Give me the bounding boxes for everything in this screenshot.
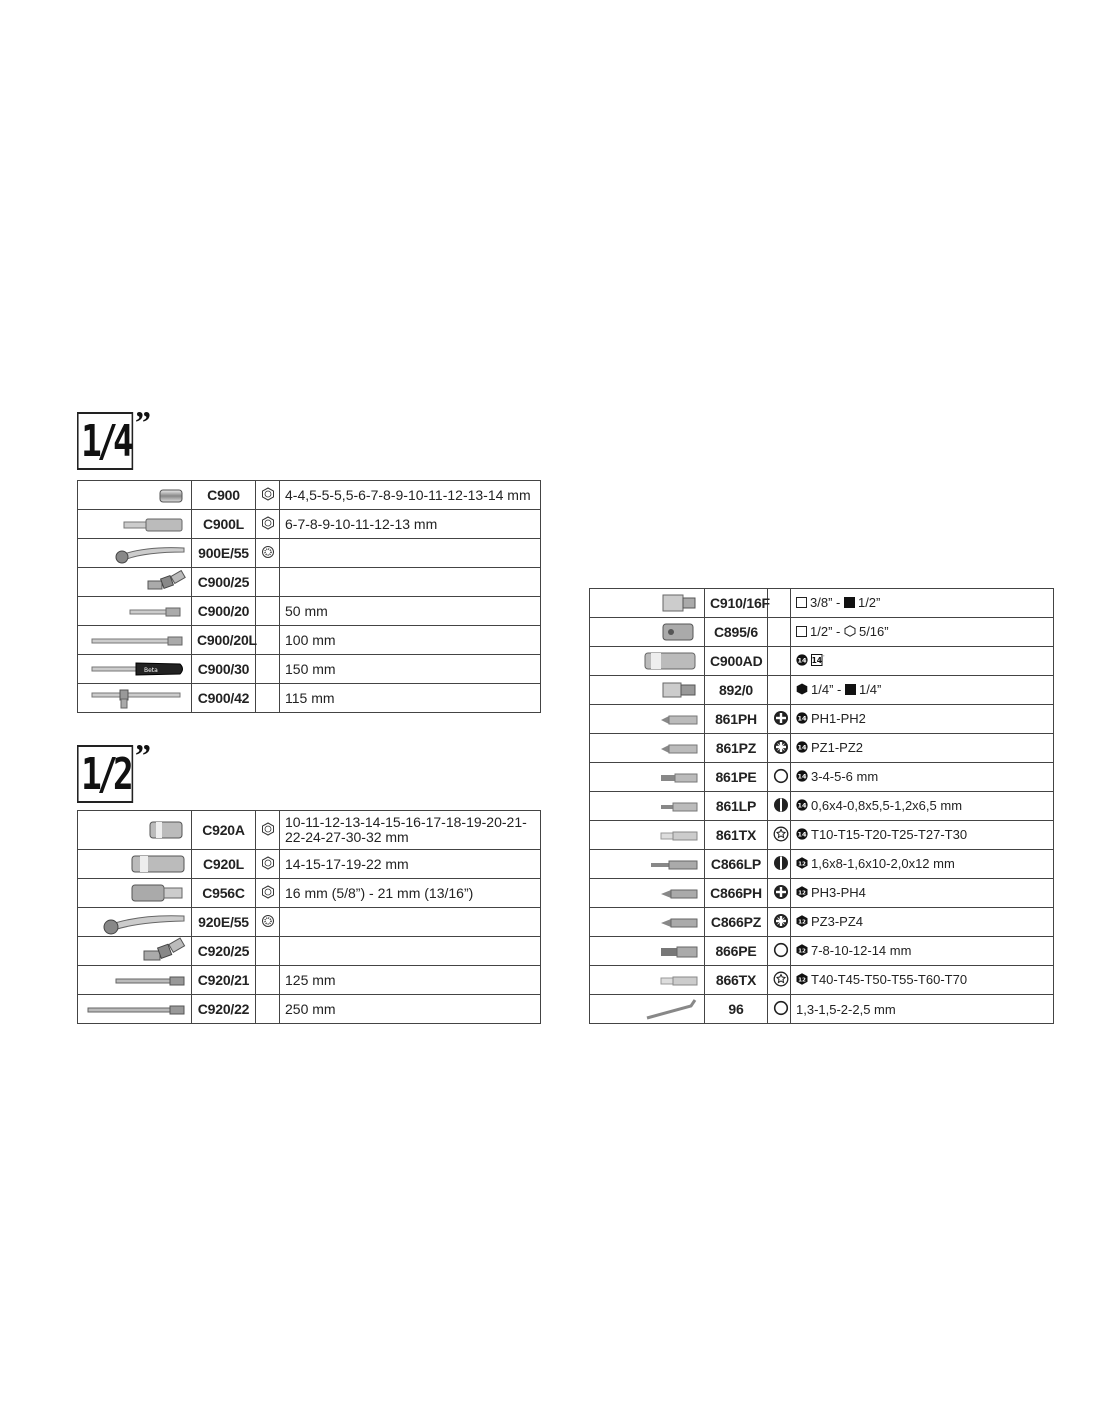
size-range: 4-4,5-5-5,5-6-7-8-9-10-11-12-13-14 mm [285,487,531,503]
description-cell [791,676,1054,705]
table-row [590,792,1054,821]
profile-symbol-cell [256,568,280,597]
long-extension-bar-image [90,636,186,646]
universal-joint-half-image [142,939,186,963]
part-code: C956C [192,879,256,908]
slotted-icon [773,855,789,874]
profile-symbol-cell [768,966,791,995]
table-row [78,481,541,510]
tool-image-cell [590,792,705,821]
drive-half-icon [796,915,808,930]
description-cell [280,655,541,684]
part-code: 861TX [705,821,768,850]
description-cell [280,684,541,713]
profile-symbol-cell [768,647,791,676]
tool-image-cell [78,966,192,995]
part-code: C900/42 [192,684,256,713]
tool-image-cell [590,821,705,850]
svg-text:14: 14 [797,743,807,752]
svg-text:Beta: Beta [144,667,158,675]
size-range: 7-8-10-12-14 mm [811,942,912,958]
part-code: 892/0 [705,676,768,705]
description-cell [791,879,1054,908]
hex-bit-image [659,772,699,784]
profile-symbol-cell [768,734,791,763]
hex-key-icon [773,768,789,787]
hex-socket-icon [261,885,275,902]
tool-image-cell [590,966,705,995]
description-cell [280,850,541,879]
tool-image-cell [590,589,705,618]
profile-symbol-cell [256,811,280,850]
size-range: PZ1-PZ2 [811,739,864,755]
tool-image-cell [78,597,192,626]
torx-bit-long-image [659,975,699,987]
badge-quarter-quote: ” [135,404,151,440]
svg-text:12: 12 [798,861,806,868]
size-range: PZ3-PZ4 [811,913,864,929]
bits-adapters-table [589,588,1054,1024]
table-row [78,811,541,850]
part-code: 861PZ [705,734,768,763]
sq-open-icon [796,625,807,640]
profile-symbol-cell [256,626,280,655]
description-cell [791,966,1054,995]
phillips-icon [773,884,789,903]
svg-text:14: 14 [797,830,807,839]
tool-image-cell [78,481,192,510]
tool-image-cell [78,568,192,597]
torx-icon [773,971,789,990]
part-code: C920/21 [192,966,256,995]
hex-open-icon [844,625,856,640]
svg-text:12: 12 [798,919,806,926]
size-range: 150 mm [285,661,336,677]
part-code: C920A [192,811,256,850]
extension-half-image [114,976,186,986]
part-code: C920L [192,850,256,879]
description-cell [791,647,1054,676]
profile-symbol-cell [768,821,791,850]
size-range: 10-11-12-13-14-15-16-17-18-19-20-21-22-24-27-30-32 mm [285,814,527,845]
description-cell [280,510,541,539]
profile-symbol-cell [256,684,280,713]
table-row [590,995,1054,1024]
size-range: PH1-PH2 [811,710,866,726]
hex-socket-icon [261,487,275,504]
long-socket-image [122,518,186,532]
profile-symbol-cell [768,618,791,647]
torx-icon [773,826,789,845]
tool-image-cell [590,995,705,1024]
description-cell [280,995,541,1024]
size-range-target: 1/4” [858,681,882,697]
part-code: C920/22 [192,995,256,1024]
part-code: C900/25 [192,568,256,597]
table-row [78,850,541,879]
adapter-image [659,593,699,613]
table-row [78,568,541,597]
table-row [590,937,1054,966]
description-cell [280,481,541,510]
part-code: C866PH [705,879,768,908]
tool-image-cell [78,626,192,655]
svg-text:12: 12 [798,977,806,984]
part-code: 861LP [705,792,768,821]
profile-symbol-cell [256,879,280,908]
table-row [590,850,1054,879]
half-drive-table [77,810,541,1024]
badge-half-quote: ” [135,737,151,773]
ratchet-handle-image [114,542,186,564]
profile-symbol-cell [256,481,280,510]
size-range: 115 mm [285,690,335,706]
socket-half-image [146,820,186,840]
description-cell [280,966,541,995]
description-cell [280,626,541,655]
part-code: C900/30 [192,655,256,684]
hex-key-icon [773,1000,789,1019]
description-cell [791,705,1054,734]
svg-text:14: 14 [811,656,823,666]
badge-quarter-label: 1/4 [77,412,133,470]
hex-adapter-image [659,681,699,699]
quarter-drive-table [77,480,541,713]
drive-quarter-icon [796,712,808,727]
tool-image-cell [590,618,705,647]
drive-quarter-icon [796,828,808,843]
size-range: 3/8” - [810,594,844,610]
size-range: 6-7-8-9-10-11-12-13 mm [285,516,438,532]
profile-symbol-cell [768,879,791,908]
table-row [78,879,541,908]
part-code: 866TX [705,966,768,995]
tool-image-cell [78,995,192,1024]
table-row [78,539,541,568]
description-cell [280,908,541,937]
svg-text:12: 12 [798,890,806,897]
short-socket-image [156,488,186,504]
part-code: C895/6 [705,618,768,647]
size-range: 250 mm [285,1001,336,1017]
phillips-bit-long-image [659,888,699,900]
profile-symbol-cell [768,705,791,734]
table-row [78,684,541,713]
table-row [590,763,1054,792]
part-code: 866PE [705,937,768,966]
bit-holder-image [659,622,699,642]
description-cell [791,821,1054,850]
profile-symbol-cell [768,908,791,937]
profile-symbol-cell [256,995,280,1024]
table-row [590,734,1054,763]
profile-symbol-cell [256,966,280,995]
description-cell [280,811,541,850]
svg-text:14: 14 [797,656,807,665]
part-code: 900E/55 [192,539,256,568]
long-socket-half-image [130,855,186,873]
size-range: 125 mm [285,972,336,988]
drive-quarter-icon [796,770,808,785]
table-row [590,705,1054,734]
spark-plug-socket-image [130,884,186,902]
drive-half-icon [796,973,808,988]
table-row [590,647,1054,676]
size-range: 14-15-17-19-22 mm [285,856,409,872]
tool-image-cell [78,879,192,908]
part-code: C900/20L [192,626,256,655]
part-code: C900AD [705,647,768,676]
table-row [590,966,1054,995]
tool-image-cell [590,908,705,937]
table-row [78,626,541,655]
size-range: 1,3-1,5-2-2,5 mm [796,1001,896,1017]
table-row [78,655,541,684]
tool-image-cell [78,908,192,937]
size-range: 1,6x8-1,6x10-2,0x12 mm [811,855,955,871]
profile-symbol-cell [256,655,280,684]
part-code: C910/16F [705,589,768,618]
description-cell [791,734,1054,763]
part-code: C920/25 [192,937,256,966]
table-row [78,966,541,995]
drive-quarter-box-icon [811,654,824,669]
part-code: 96 [705,995,768,1024]
tool-image-cell [590,647,705,676]
description-cell [280,568,541,597]
profile-symbol-cell [768,763,791,792]
tool-image-cell [78,937,192,966]
profile-symbol-cell [768,676,791,705]
table-row [78,597,541,626]
table-row [78,510,541,539]
profile-symbol-cell [256,908,280,937]
tool-image-cell [590,763,705,792]
pozidriv-bit-image [659,743,699,755]
part-code: C900/20 [192,597,256,626]
tool-image-cell [590,676,705,705]
long-extension-half-image [86,1005,186,1015]
svg-text:14: 14 [797,772,807,781]
torx-bit-image [659,830,699,842]
ratchet-half-image [102,910,186,934]
size-range: 1/2” - [810,623,844,639]
profile-symbol-cell [768,850,791,879]
profile-symbol-cell [256,597,280,626]
drive-half-icon [796,857,808,872]
table-row [78,995,541,1024]
size-range: 0,6x4-0,8x5,5-1,2x6,5 mm [811,797,963,813]
table-row [590,821,1054,850]
description-cell [791,937,1054,966]
table-row [590,879,1054,908]
drive-quarter-icon [796,654,808,669]
description-cell [280,597,541,626]
profile-symbol-cell [256,510,280,539]
hex-key-image [643,996,699,1022]
tool-image-cell [78,811,192,850]
profile-symbol-cell [256,850,280,879]
profile-symbol-cell [256,937,280,966]
size-range-target: 1/2” [857,594,881,610]
drive-quarter-icon [796,799,808,814]
hex-socket-icon [261,822,275,839]
size-range: T10-T15-T20-T25-T27-T30 [811,826,968,842]
hex-bit-long-image [659,945,699,959]
description-cell [280,937,541,966]
sliding-tbar-image [90,687,186,709]
sq-filled-icon [844,596,855,611]
table-row [590,589,1054,618]
screwdriver-handle-image [90,660,186,678]
description-cell [791,618,1054,647]
part-code: C900L [192,510,256,539]
bit-adapter-socket-image [643,651,699,671]
tool-image-cell [78,684,192,713]
description-cell [280,879,541,908]
tool-image-cell [590,734,705,763]
tool-image-cell [590,937,705,966]
profile-symbol-cell [768,792,791,821]
slotted-icon [773,797,789,816]
pozidriv-icon [773,913,789,932]
size-range: 16 mm (5/8”) - 21 mm (13/16”) [285,885,474,901]
tool-image-cell [78,655,192,684]
sq-filled-icon [845,683,856,698]
size-range: 1/4” - [811,681,845,697]
table-row [590,908,1054,937]
description-cell [791,792,1054,821]
part-code: C900 [192,481,256,510]
part-code: 861PH [705,705,768,734]
universal-joint-image [146,571,186,593]
extension-bar-image [126,607,186,617]
tool-image-cell [590,850,705,879]
profile-symbol-cell [768,589,791,618]
drive-half-icon [796,886,808,901]
size-range-target: 5/16” [858,623,889,639]
part-code: 861PE [705,763,768,792]
description-cell [791,995,1054,1024]
badge-half-label: 1/2 [77,745,133,803]
phillips-icon [773,710,789,729]
tool-image-cell [78,510,192,539]
slotted-bit-long-image [649,859,699,871]
description-cell [791,763,1054,792]
size-range: T40-T45-T50-T55-T60-T70 [811,971,968,987]
drive-quarter-icon [796,741,808,756]
hex-key-icon [773,942,789,961]
pozidriv-icon [773,739,789,758]
part-code: C866LP [705,850,768,879]
ratchet-teeth-icon [261,914,275,931]
svg-text:14: 14 [797,714,807,723]
drive-half-icon [796,944,808,959]
tool-image-cell [78,539,192,568]
profile-symbol-cell [768,937,791,966]
profile-symbol-cell [768,995,791,1024]
tool-image-cell [590,705,705,734]
size-range: 50 mm [285,603,328,619]
profile-symbol-cell [256,539,280,568]
sq-open-icon [796,596,807,611]
size-range: 100 mm [285,632,336,648]
tool-image-cell [590,879,705,908]
table-row [78,908,541,937]
part-code: C866PZ [705,908,768,937]
part-code: 920E/55 [192,908,256,937]
svg-text:12: 12 [798,948,806,955]
size-range: PH3-PH4 [811,884,866,900]
table-row [590,618,1054,647]
hex-socket-icon [261,856,275,873]
ratchet-teeth-icon [261,545,275,562]
table-row [78,937,541,966]
size-range: 3-4-5-6 mm [811,768,879,784]
table-row [590,676,1054,705]
phillips-bit-image [659,714,699,726]
svg-text:14: 14 [797,801,807,810]
svg-text:”: ” [823,654,825,660]
description-cell [280,539,541,568]
description-cell [791,850,1054,879]
pozidriv-bit-long-image [659,917,699,929]
description-cell [791,908,1054,937]
hex-filled-icon [796,683,808,698]
slotted-bit-image [659,801,699,813]
tool-image-cell [78,850,192,879]
hex-socket-icon [261,516,275,533]
description-cell [791,589,1054,618]
